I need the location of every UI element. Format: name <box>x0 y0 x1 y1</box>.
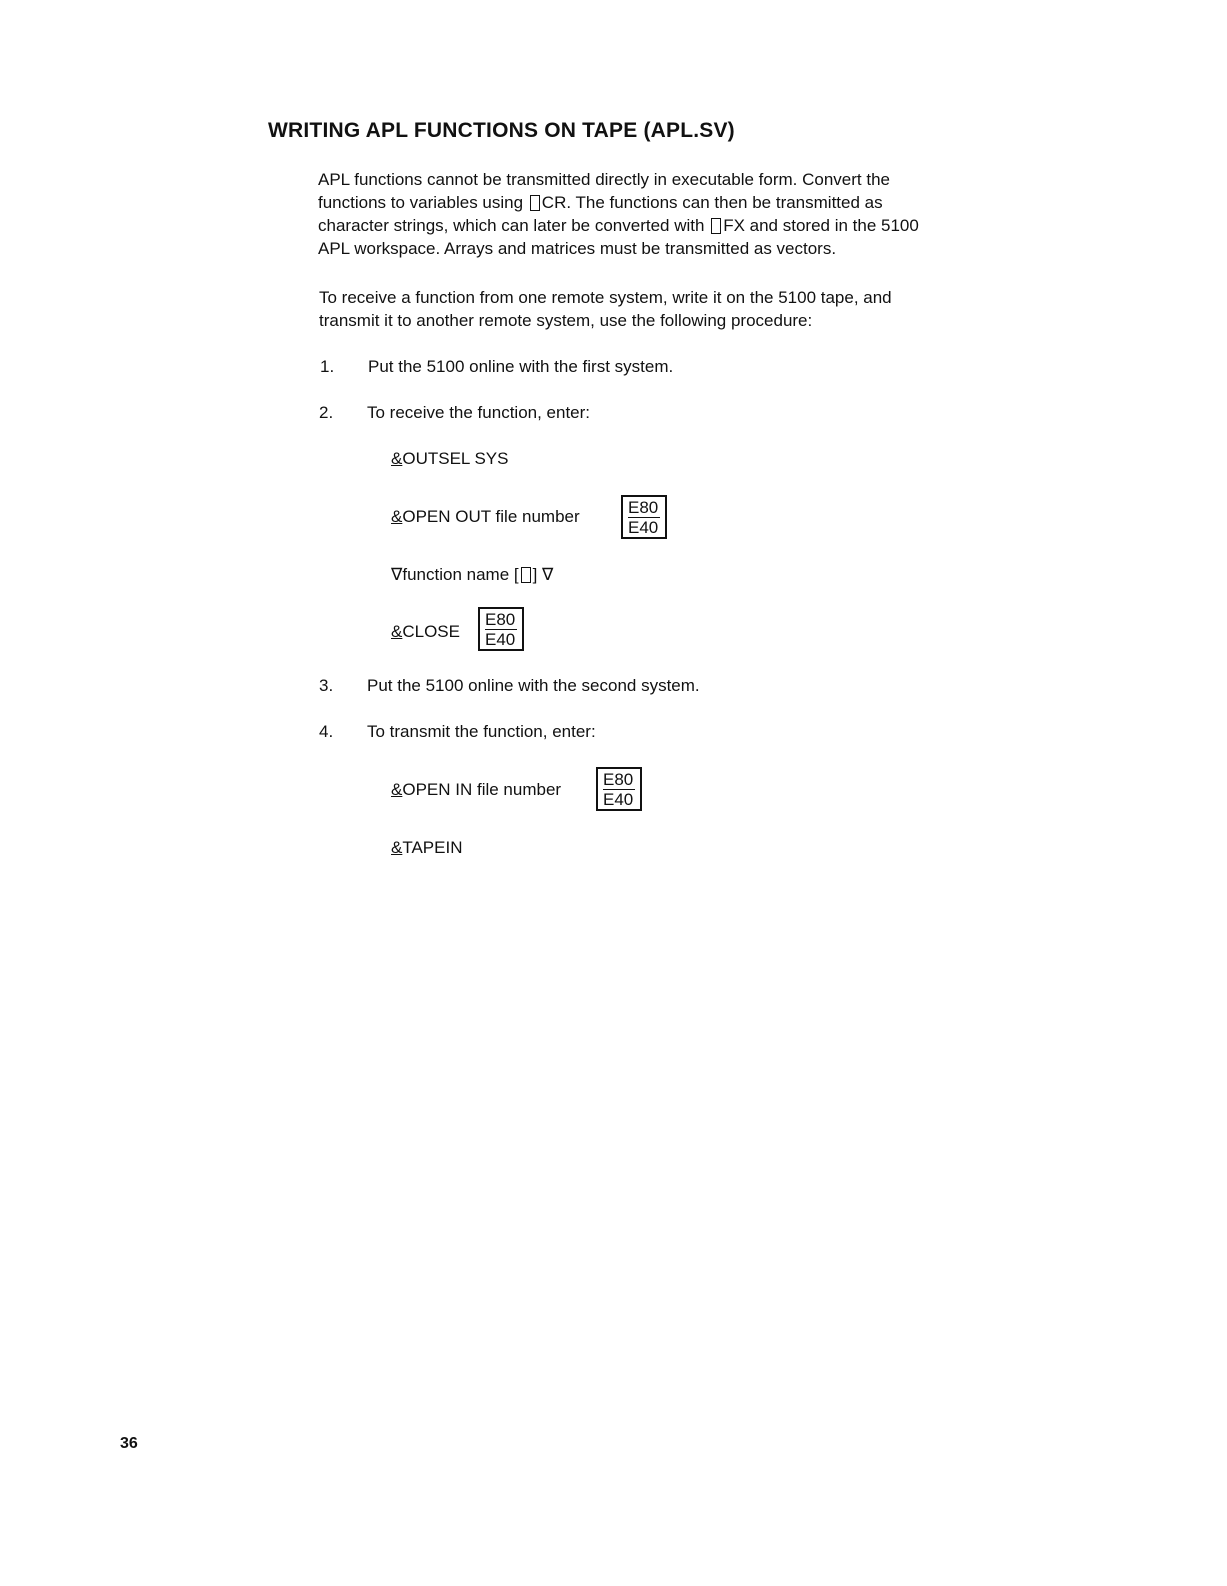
selector-bottom: E40 <box>628 518 659 537</box>
command-tapein <box>391 838 462 858</box>
command-text: OUTSEL SYS <box>402 449 509 468</box>
quad-icon <box>521 567 531 583</box>
section-heading: WRITING APL FUNCTIONS ON TAPE (APL.SV) <box>268 119 735 142</box>
intro-line-2b: CR. The functions can then be transmitted as <box>541 193 883 212</box>
command-text: TAPEIN <box>402 838 463 857</box>
step-text: Put the 5100 online with the second system. <box>367 676 700 695</box>
command-text: OPEN OUT file number <box>402 507 580 526</box>
procedure-intro <box>319 286 892 332</box>
quad-icon <box>711 218 721 234</box>
procedure-intro-line-1: To receive a function from one remote system, write it on the 5100 tape, and <box>319 288 892 307</box>
command-function-def <box>391 565 553 585</box>
intro-paragraph <box>318 168 919 260</box>
command-text: OPEN IN file number <box>402 780 562 799</box>
selector-top: E80 <box>485 610 516 629</box>
step-text: To receive the function, enter: <box>367 403 591 422</box>
intro-line-4: APL workspace. Arrays and matrices must be transmitted as vectors. <box>318 239 837 258</box>
intro-line-3b: FX and stored in the 5100 <box>723 216 919 235</box>
step-text: Put the 5100 online with the first system. <box>368 357 674 376</box>
step-number: 3. <box>319 676 334 695</box>
procedure-intro-line-2: transmit it to another remote system, use the following procedure: <box>319 311 813 330</box>
ampersand: & <box>391 507 403 526</box>
selector-top: E80 <box>628 498 659 517</box>
selector-bottom: E40 <box>485 630 516 649</box>
ampersand: & <box>391 780 403 799</box>
intro-line-3 <box>318 214 919 237</box>
intro-line-2a: functions to variables using <box>318 193 524 212</box>
selector-bottom: E40 <box>603 790 634 809</box>
intro-line-1: APL functions cannot be transmitted directly in executable form. Convert the <box>318 170 890 189</box>
ampersand: & <box>391 838 403 857</box>
step-number: 4. <box>319 722 334 741</box>
page-number: 36 <box>120 1435 138 1452</box>
command-open-in <box>391 780 561 800</box>
command-open-out <box>391 507 580 527</box>
step-number: 2. <box>319 403 334 422</box>
command-outsel <box>391 449 508 469</box>
command-close <box>391 622 460 642</box>
step-text: To transmit the function, enter: <box>367 722 596 741</box>
quad-icon <box>530 195 540 211</box>
ampersand: & <box>391 622 403 641</box>
device-selector-open-out <box>621 495 667 539</box>
ampersand: & <box>391 449 403 468</box>
intro-line-2 <box>318 191 919 214</box>
step-number: 1. <box>320 357 335 376</box>
device-selector-close <box>478 607 524 651</box>
selector-top: E80 <box>603 770 634 789</box>
command-text: ∇function name [ <box>391 565 519 584</box>
command-text: CLOSE <box>402 622 460 641</box>
intro-line-3a: character strings, which can later be converted with <box>318 216 705 235</box>
command-text: ] ∇ <box>532 565 554 584</box>
device-selector-open-in <box>596 767 642 811</box>
